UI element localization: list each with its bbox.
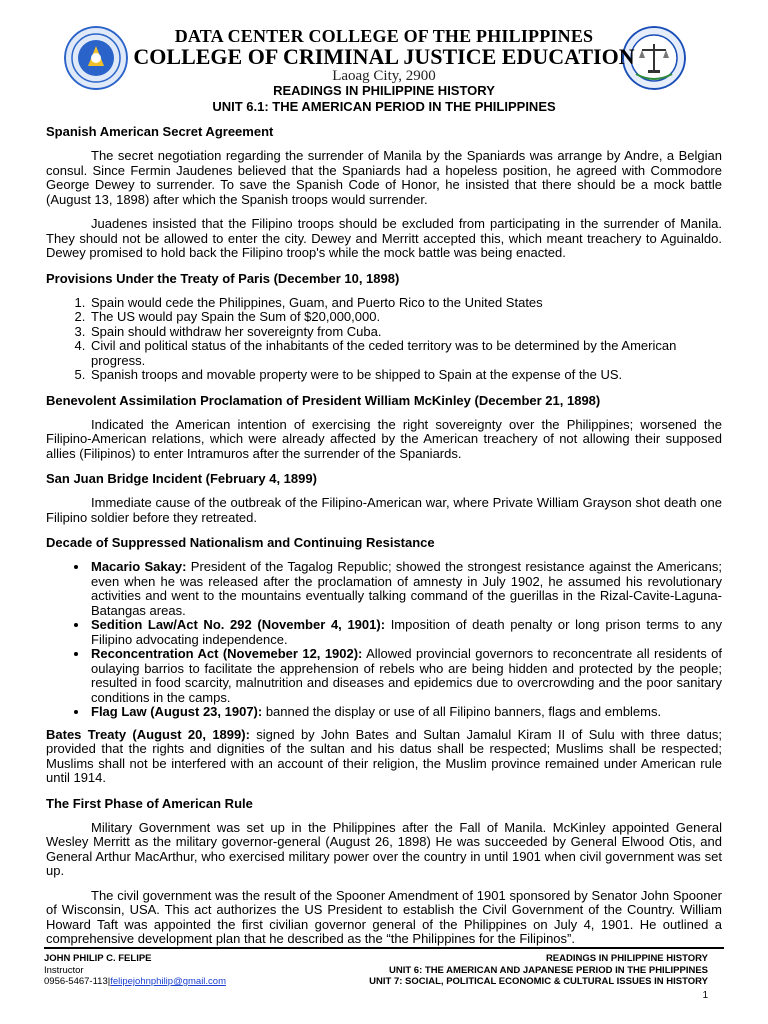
list-term: Sedition Law/Act No. 292 (November 4, 1901):: [91, 617, 386, 632]
list-item: [89, 560, 722, 618]
list-item: 3. Spain should withdraw her sovereignty from Cuba.: [89, 325, 722, 340]
list-text: banned the display or use of all Filipino banners, flags and emblems.: [262, 704, 662, 719]
school-name: DATA CENTER COLLEGE OF THE PHILIPPINES: [174, 26, 594, 46]
section-title-san-juan-bridge: San Juan Bridge Incident (February 4, 1899): [46, 471, 317, 486]
footer-course-info: [369, 953, 708, 988]
author-name: JOHN PHILIP C. FELIPE: [44, 953, 152, 964]
document-body: [46, 124, 722, 957]
list-item: 4. Civil and political status of the inhabitants of the ceded territory was to be determined by the American progress.: [89, 339, 722, 368]
paragraph: The civil government was the result of the Spooner Amendment of 1901 sponsored by Senator John Spooner of Wisconsin, USA. This act authorizes the US President to establish the Civil Government of the Country. William Howard Taft was appointed the first civilian governor general of the Philippines on July 4, 1901. He outlined a comprehensive development plan that he described as the “the Philippines for the Filipinos”.: [46, 887, 722, 946]
section-title-suppressed-nationalism: Decade of Suppressed Nationalism and Continuing Resistance: [46, 535, 435, 550]
section-title-treaty-of-paris: Provisions Under the Treaty of Paris (December 10, 1898): [46, 270, 400, 286]
paragraph: Indicated the American intention of exercising the right sovereignty over the Philippines; worsened the Filipino-American relations, which were already affected by the American treachery of not allowing their supposed allies (Filipinos) to enter Intramuros after the surrender of the Spaniards.: [46, 416, 722, 461]
section-title-first-phase: The First Phase of American Rule: [46, 795, 253, 811]
footer-divider: [44, 947, 724, 949]
paragraph: Juadenes insisted that the Filipino troops should be excluded from participating in the surrender of Manila. They should not be allowed to enter the city. Dewey and Merritt accepted this, which meant treachery to Aguinaldo. Dewey promised to hold back the Filipino troop's while the mock battle was being enacted.: [46, 216, 722, 260]
list-text: Allowed provincial governors to reconcentrate all residents of oulaying barrios to facilitate the apprehension of rebels who are being hidden and protected by the people; resulted in food scarcity, malnutrition and diseases and epidemics due to overcrowding and the poor sanitary conditions in the camps.: [91, 646, 723, 705]
resistance-list: [46, 560, 722, 720]
college-name: COLLEGE OF CRIMINAL JUSTICE EDUCATION: [133, 44, 635, 69]
school-city: Laoag City, 2900: [332, 68, 436, 84]
bates-treaty-paragraph: [46, 728, 722, 786]
list-term: Flag Law (August 23, 1907):: [91, 704, 263, 719]
list-item: [89, 705, 722, 720]
document-header: [0, 22, 768, 117]
footer-author: [44, 953, 226, 988]
paragraph: The secret negotiation regarding the surrender of Manila by the Spaniards was arrange by Andre, a Belgian consul. Since Fermin Jaudenes believed that the Spaniards had a hopeless position, he agreed with Commodore George Dewey to surrender. To save the Spanish Code of Honor, he insisted that there should be a mock battle (August 13, 1898) after which the Spanish troops would surrender.: [46, 148, 722, 207]
unit-title: UNIT 6.1: THE AMERICAN PERIOD IN THE PHILIPPINES: [212, 99, 556, 114]
list-item: 2. The US would pay Spain the Sum of $20,000,000.: [89, 310, 722, 325]
paragraph: Immediate cause of the outbreak of the Filipino-American war, where Private William Grayson shot death one Filipino soldier before they retreated.: [46, 495, 722, 525]
list-item: 1. Spain would cede the Philippines, Guam, and Puerto Rico to the United States: [89, 296, 722, 311]
list-term: Macario Sakay:: [91, 559, 187, 574]
list-term: Reconcentration Act (Novemeber 12, 1902):: [91, 646, 363, 661]
footer-unit-6: UNIT 6: THE AMERICAN AND JAPANESE PERIOD IN THE PHILIPPINES: [389, 964, 708, 976]
list-item: 5. Spanish troops and movable property were to be shipped to Spain at the expense of the US.: [89, 368, 722, 383]
footer-unit-7: UNIT 7: SOCIAL, POLITICAL ECONOMIC & CULTURAL ISSUES IN HISTORY: [369, 976, 708, 987]
page-number: 1: [702, 990, 708, 1001]
bates-treaty-term: Bates Treaty (August 20, 1899):: [46, 726, 250, 742]
list-item: [89, 618, 722, 647]
list-item: [89, 647, 722, 705]
list-text: Imposition of death penalty or long prison terms to any Filipino advocating independence.: [91, 617, 722, 647]
course-title: READINGS IN PHILIPPINE HISTORY: [273, 83, 495, 98]
list-text: President of the Tagalog Republic; showed the strongest resistance against the Americans; even when he was released after the proclamation of amnesty in July 1902, he assumed his revolutionary activities and went to the mountains eventually talking command of the guerillas in the Rizal-Cavite-Laguna-Batangas areas.: [91, 559, 722, 618]
paragraph: Military Government was set up in the Philippines after the Fall of Manila. McKinley appointed General Wesley Merritt as the military governor-general (August 26, 1898) He was succeeded by General Elwood Otis, and General Arthur MacArthur, who exercised military power over the country in until 1901 when civil government was set up.: [46, 819, 722, 878]
treaty-provisions-list: [46, 296, 722, 383]
author-email-link[interactable]: felipejohnphilip@gmail.com: [110, 976, 227, 987]
footer-course: READINGS IN PHILIPPINE HISTORY: [545, 953, 708, 964]
section-title-benevolent-assimilation: Benevolent Assimilation Proclamation of President William McKinley (December 21, 1898): [46, 392, 601, 408]
author-phone: 0956-5467-113|: [44, 976, 111, 987]
section-title-secret-agreement: Spanish American Secret Agreement: [46, 124, 274, 139]
author-contact: [44, 976, 226, 988]
author-role: Instructor: [44, 964, 84, 976]
bates-treaty-text: signed by John Bates and Sultan Jamalul Kiram II of Sulu with three datus; provided that the rights and dignities of the sultan and his datus shall be respected; Muslims shall be respected; Muslims shall not be interfered with an account of their religion, the Muslim province remained under American rule until 1914.: [46, 726, 723, 785]
